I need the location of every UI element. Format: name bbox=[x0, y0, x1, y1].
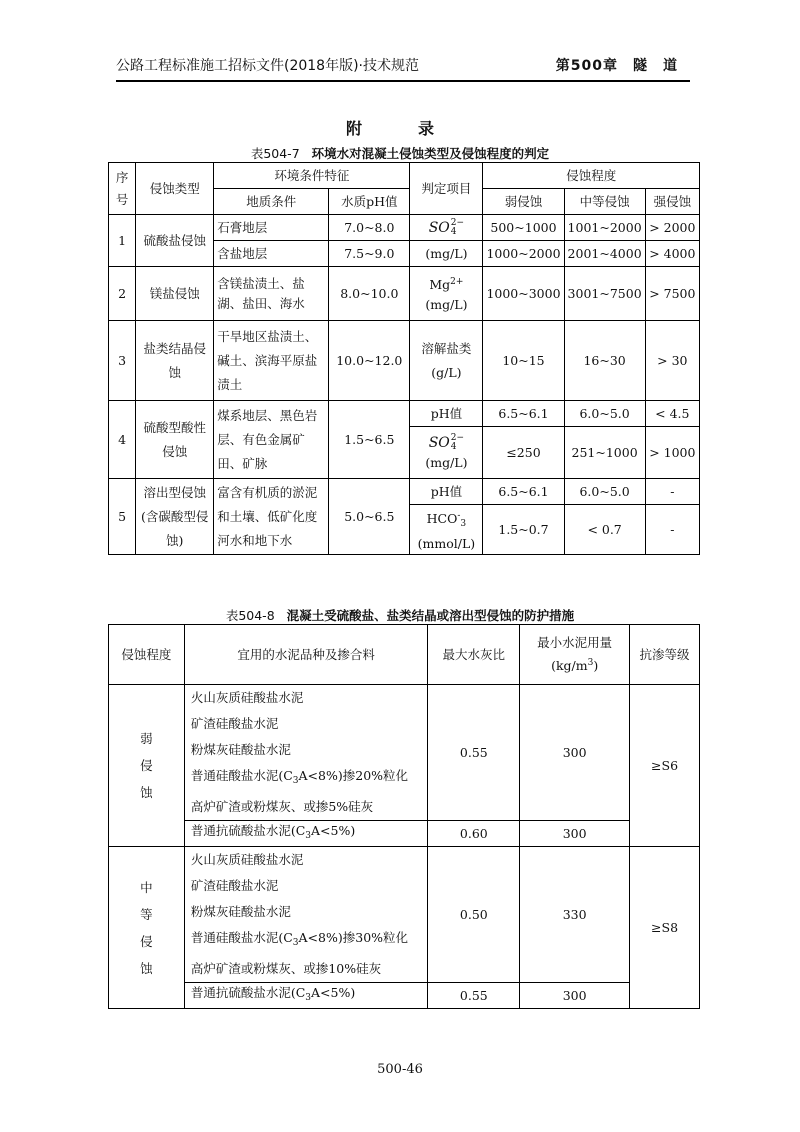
cell-strong: > 4000 bbox=[645, 241, 699, 267]
table-row bbox=[109, 321, 700, 401]
table-row bbox=[109, 267, 700, 321]
cell-mid: < 0.7 bbox=[564, 505, 645, 555]
table-row bbox=[109, 685, 700, 821]
cell-ratio: 0.50 bbox=[428, 847, 520, 983]
table1-caption bbox=[0, 144, 800, 162]
cell-strong: > 30 bbox=[645, 321, 699, 401]
table-row bbox=[109, 479, 700, 505]
header-min-cement: 最小水泥用量 $(kg/m^3)$ bbox=[520, 625, 630, 685]
cell-mid: 6.0~5.0 bbox=[564, 401, 645, 427]
page-header bbox=[116, 54, 690, 82]
header-seq: 序号 bbox=[109, 163, 136, 215]
cell-seq: 1 bbox=[109, 215, 136, 267]
so4-formula: SO2− 4 bbox=[428, 217, 465, 237]
table-row bbox=[109, 983, 700, 1009]
cell-min-cement: 300 bbox=[520, 685, 630, 821]
cell-min-cement: 330 bbox=[520, 847, 630, 983]
appendix-title: 附 录 bbox=[345, 119, 454, 138]
cell-geo: 含镁盐渍土、盐湖、盐田、海水 bbox=[214, 267, 329, 321]
cell-judge: pH值 bbox=[410, 401, 483, 427]
cell-weak: 6.5~6.1 bbox=[483, 401, 564, 427]
cell-mid: 251~1000 bbox=[564, 427, 645, 479]
chapter-title: 第500章 隧 道 bbox=[555, 58, 678, 74]
cell-geo: 石膏地层 bbox=[214, 215, 329, 241]
header-seepage: 抗渗等级 bbox=[630, 625, 700, 685]
cell-ratio: 0.60 bbox=[428, 821, 520, 847]
cell-geo: 含盐地层 bbox=[214, 241, 329, 267]
cell-geo: 煤系地层、黑色岩层、有色金属矿田、矿脉 bbox=[214, 401, 329, 479]
cell-ph: 5.0~6.5 bbox=[329, 479, 410, 555]
cell-cement-list: 火山灰质硅酸盐水泥 矿渣硅酸盐水泥 粉煤灰硅酸盐水泥 普通硅酸盐水泥$(C_3A<8\%)$掺30%粒化 高炉矿渣或粉煤灰、或掺10%硅灰 bbox=[184, 847, 428, 983]
cell-type: 硫酸型酸性侵蚀 bbox=[136, 401, 214, 479]
table1-name: 环境水对混凝土侵蚀类型及侵蚀程度的判定 bbox=[311, 146, 550, 161]
cell-type: 盐类结晶侵蚀 bbox=[136, 321, 214, 401]
cell-strong: > 7500 bbox=[645, 267, 699, 321]
header-weak: 弱侵蚀 bbox=[483, 189, 564, 215]
cell-ph: 8.0~10.0 bbox=[329, 267, 410, 321]
cell-seepage: ≥S6 bbox=[630, 685, 700, 847]
header-geo: 地质条件 bbox=[214, 189, 329, 215]
cell-weak: 6.5~6.1 bbox=[483, 479, 564, 505]
cell-min-cement: 300 bbox=[520, 983, 630, 1009]
table-protection-measures bbox=[108, 624, 700, 1009]
cell-geo: 干旱地区盐渍土、碱土、滨海平原盐渍土 bbox=[214, 321, 329, 401]
table2-name: 混凝土受硫酸盐、盐类结晶或溶出型侵蚀的防护措施 bbox=[286, 608, 575, 623]
cell-weak: ≤250 bbox=[483, 427, 564, 479]
cell-mid: 2001~4000 bbox=[564, 241, 645, 267]
cell-strong: - bbox=[645, 479, 699, 505]
table1-number: 表504-7 bbox=[250, 146, 300, 161]
table-row bbox=[109, 215, 700, 241]
cell-judge-unit: (mg/L) bbox=[410, 241, 483, 267]
header-judge: 判定项目 bbox=[410, 163, 483, 215]
cell-ph: 7.5~9.0 bbox=[329, 241, 410, 267]
cell-strong: - bbox=[645, 505, 699, 555]
header-strong: 强侵蚀 bbox=[645, 189, 699, 215]
cell-judge: $Mg^{2+}$ (mg/L) bbox=[410, 267, 483, 321]
cell-cement: 普通抗硫酸盐水泥$(C_3A<5\%)$ bbox=[184, 983, 428, 1009]
cell-geo: 富含有机质的淤泥和土壤、低矿化度河水和地下水 bbox=[214, 479, 329, 555]
cell-seq: 5 bbox=[109, 479, 136, 555]
cell-ph: 1.5~6.5 bbox=[329, 401, 410, 479]
table-row bbox=[109, 847, 700, 983]
cell-seepage: ≥S8 bbox=[630, 847, 700, 1009]
header-ph: 水质pH值 bbox=[329, 189, 410, 215]
document-title: 公路工程标准施工招标文件(2018年版)·技术规范 bbox=[116, 58, 420, 74]
cell-weak: 1000~3000 bbox=[483, 267, 564, 321]
cell-mid: 1001~2000 bbox=[564, 215, 645, 241]
cell-mid: 16~30 bbox=[564, 321, 645, 401]
cell-judge bbox=[410, 215, 483, 241]
cell-min-cement: 300 bbox=[520, 821, 630, 847]
so4-formula: SO2− 4 bbox=[428, 432, 465, 452]
cell-type: 镁盐侵蚀 bbox=[136, 267, 214, 321]
cell-type: 溶出型侵蚀(含碳酸型侵蚀) bbox=[136, 479, 214, 555]
header-type: 侵蚀类型 bbox=[136, 163, 214, 215]
header-cement: 宜用的水泥品种及掺合料 bbox=[184, 625, 428, 685]
cell-judge: 溶解盐类 (g/L) bbox=[410, 321, 483, 401]
table2-caption bbox=[0, 606, 800, 624]
header-degree: 侵蚀程度 bbox=[109, 625, 185, 685]
cell-mid: 3001~7500 bbox=[564, 267, 645, 321]
cell-weak: 1000~2000 bbox=[483, 241, 564, 267]
cell-mid: 6.0~5.0 bbox=[564, 479, 645, 505]
header-ratio: 最大水灰比 bbox=[428, 625, 520, 685]
cell-weak: 10~15 bbox=[483, 321, 564, 401]
header-env: 环境条件特征 bbox=[214, 163, 410, 189]
cell-strong: < 4.5 bbox=[645, 401, 699, 427]
cell-type: 硫酸盐侵蚀 bbox=[136, 215, 214, 267]
cell-seq: 4 bbox=[109, 401, 136, 479]
cell-judge: $HCO^-_3$ (mmol/L) bbox=[410, 505, 483, 555]
cell-cement: 普通抗硫酸盐水泥$(C_3A<5\%)$ bbox=[184, 821, 428, 847]
cell-weak: 500~1000 bbox=[483, 215, 564, 241]
cell-strong: > 1000 bbox=[645, 427, 699, 479]
cell-degree: 弱 侵 蚀 bbox=[109, 685, 185, 847]
cell-ratio: 0.55 bbox=[428, 685, 520, 821]
cell-degree: 中 等 侵 蚀 bbox=[109, 847, 185, 1009]
table-erosion-judgement bbox=[108, 162, 700, 555]
cell-weak: 1.5~0.7 bbox=[483, 505, 564, 555]
cell-seq: 2 bbox=[109, 267, 136, 321]
cell-judge: SO2− 4 (mg/L) bbox=[410, 427, 483, 479]
cell-judge: pH值 bbox=[410, 479, 483, 505]
cell-cement-list: 火山灰质硅酸盐水泥 矿渣硅酸盐水泥 粉煤灰硅酸盐水泥 普通硅酸盐水泥$(C_3A<8\%)$掺20%粒化 高炉矿渣或粉煤灰、或掺5%硅灰 bbox=[184, 685, 428, 821]
cell-ph: 7.0~8.0 bbox=[329, 215, 410, 241]
cell-ph: 10.0~12.0 bbox=[329, 321, 410, 401]
cell-seq: 3 bbox=[109, 321, 136, 401]
header-degree: 侵蚀程度 bbox=[483, 163, 700, 189]
header-mid: 中等侵蚀 bbox=[564, 189, 645, 215]
cell-ratio: 0.55 bbox=[428, 983, 520, 1009]
cell-strong: > 2000 bbox=[645, 215, 699, 241]
page-number: 500-46 bbox=[377, 1062, 423, 1077]
table-row bbox=[109, 401, 700, 427]
table2-number: 表504-8 bbox=[225, 608, 275, 623]
table-row bbox=[109, 821, 700, 847]
